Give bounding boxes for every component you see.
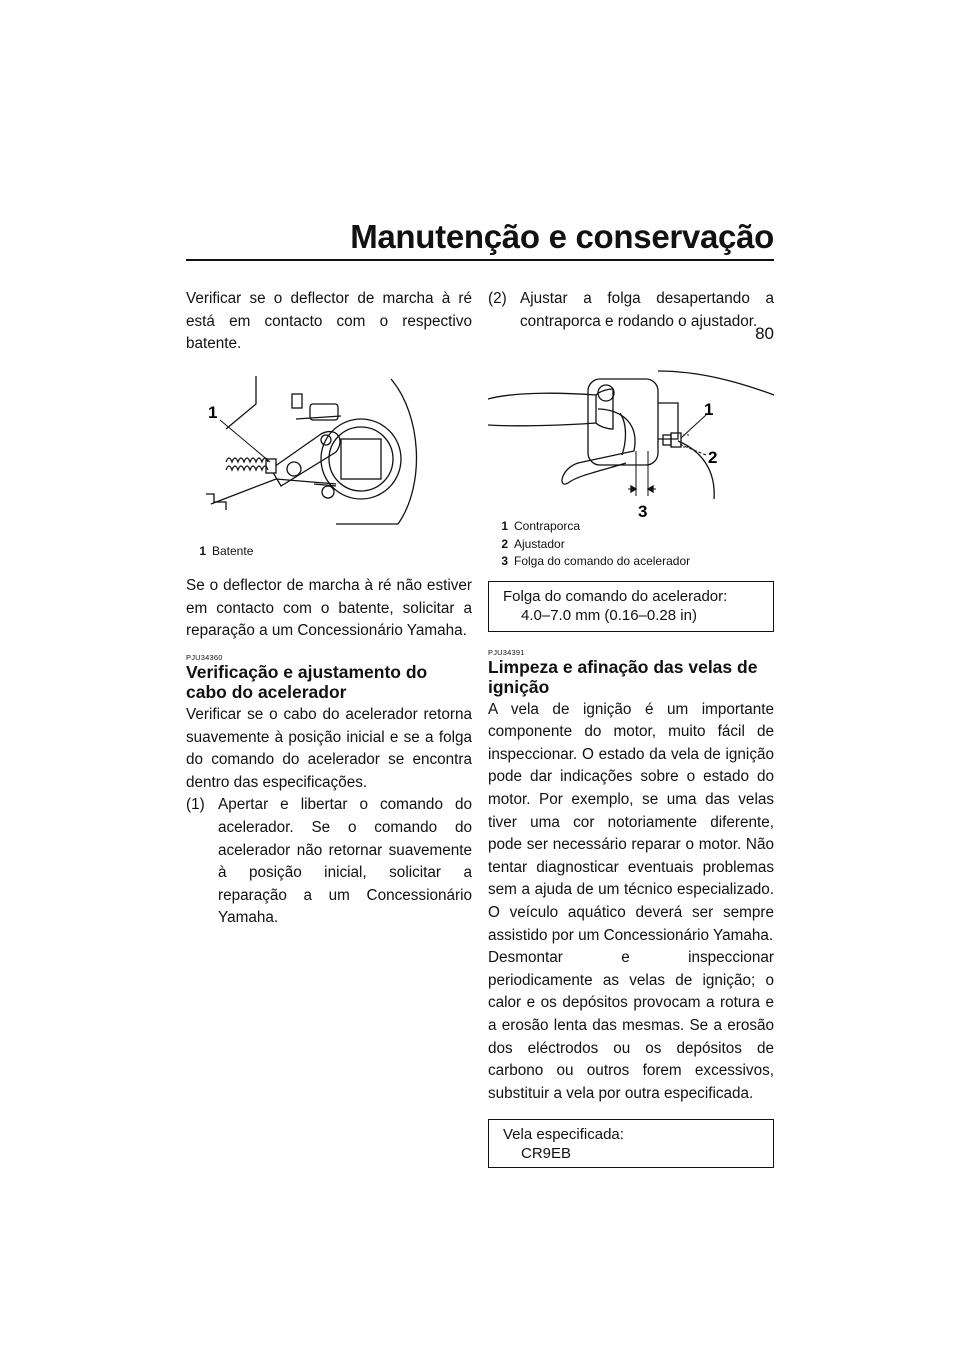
- section-paragraph: Desmontar e inspeccionar periodicamente as velas de ignição; o calor e os depósitos provocam a rotura e a erosão lenta das mesmas. Se a erosão dos eléctrodos ou os depósitos de carbono ou outros forem excessivos, substituir a vela por outra especificada.: [488, 949, 774, 1102]
- spec-label: Folga do comando do acelerador:: [503, 587, 728, 605]
- section-code: PJU34391: [488, 647, 525, 657]
- caption-row: [496, 553, 774, 571]
- caption-num: 2: [501, 536, 508, 551]
- after-figure-paragraph: Se o deflector de marcha à ré não estiver em contacto com o batente, solicitar a reparação a um Concessionário Yamaha.: [186, 577, 472, 640]
- figure-reverse-gate: [186, 374, 472, 561]
- throttle-lever-illustration: [488, 351, 774, 522]
- figure1-caption: [194, 543, 472, 561]
- figure2-callout-3: 3: [638, 502, 648, 522]
- caption-text: Folga do comando do acelerador: [514, 554, 691, 569]
- header-rule: [186, 259, 774, 261]
- spec-value: 4.0–7.0 mm (0.16–0.28 in): [521, 606, 697, 624]
- section-body: Verificar se o cabo do acelerador retorna suavemente à posição inicial e se a folga do comando do acelerador se encontra dentro das especificações.: [186, 706, 472, 791]
- caption-row: [496, 536, 774, 554]
- throttle-spec-box: [488, 581, 774, 632]
- caption-num: 3: [501, 554, 508, 569]
- figure2-callout-1: 1: [704, 400, 714, 420]
- step-number: (2): [488, 290, 507, 307]
- figure2-callout-2: 2: [708, 448, 718, 468]
- figure1-callout: 1: [208, 402, 218, 422]
- section-heading: Verificação e ajustamento do cabo do acelerador: [186, 662, 428, 703]
- step-text: Apertar e libertar o comando do acelerador. Se o comando do acelerador não retornar suavemente à posição inicial, solicitar a reparação a um Concessionário Yamaha.: [218, 796, 472, 927]
- step-text: Ajustar a folga desapertando a contraporca e rodando o ajustador.: [520, 290, 774, 330]
- caption-num: 1: [199, 543, 206, 558]
- spec-label: Vela especificada:: [503, 1126, 624, 1144]
- caption-text: Ajustador: [514, 536, 565, 551]
- step-1: [186, 794, 472, 930]
- figure-throttle-lever: [488, 351, 774, 571]
- step-number: (1): [186, 796, 205, 814]
- reverse-gate-illustration: [186, 374, 472, 534]
- section-code: PJU34360: [186, 653, 223, 663]
- figure2-caption: [496, 518, 774, 571]
- intro-paragraph: Verificar se o deflector de marcha à ré está em contacto com o respectivo batente.: [186, 290, 472, 353]
- section-paragraph: A vela de ignição é um importante componente do motor, muito fácil de inspeccionar. O estado da vela de ignição pode dar indicações sobre o estado do motor. Por exemplo, se uma das velas tiver uma cor notoriamente diferente, pode ser necessário reparar o motor. Não tentar diagnosticar eventuais problemas sem a ajuda de um técnico especializado. O veículo aquático deverá ser sempre assistido por um Concessionário Yamaha.: [488, 700, 774, 944]
- caption-text: Batente: [212, 543, 254, 558]
- caption-num: 1: [501, 519, 508, 534]
- left-column: [186, 288, 472, 930]
- section-heading: Limpeza e afinação das velas de ignição: [488, 656, 758, 697]
- caption-text: Contraporca: [514, 519, 581, 534]
- page-number: 80: [755, 324, 774, 343]
- caption-row: [496, 518, 774, 536]
- spec-value: CR9EB: [521, 1145, 572, 1163]
- right-column: [488, 288, 774, 1168]
- page-title: Manutenção e conservação: [350, 218, 774, 255]
- spark-plug-spec-box: [488, 1119, 774, 1168]
- step-2: [488, 288, 774, 333]
